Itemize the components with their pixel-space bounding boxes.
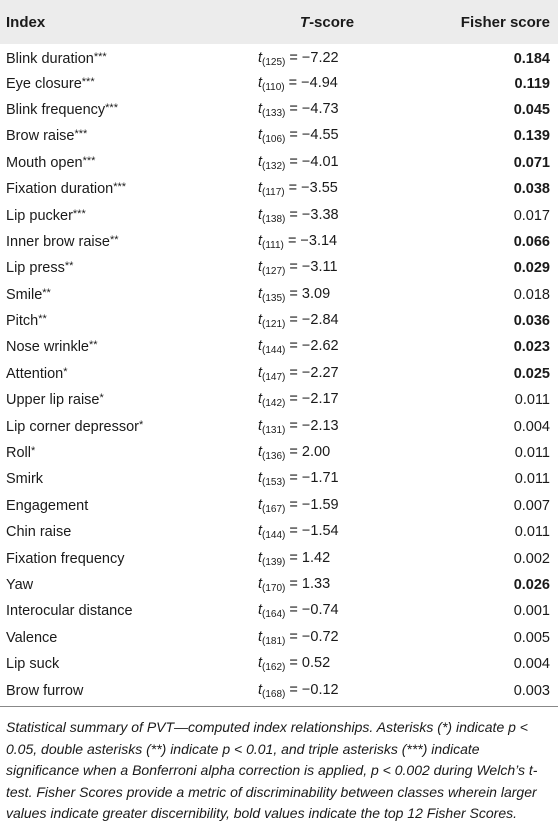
index-cell bbox=[0, 282, 196, 308]
tscore-value bbox=[258, 655, 331, 674]
header-fisher: Fisher score bbox=[460, 13, 550, 31]
tscore-symbol: t bbox=[258, 417, 263, 434]
tscore-symbol: t bbox=[258, 444, 263, 461]
index-name: Smirk bbox=[6, 471, 44, 488]
significance-stars: *** bbox=[105, 101, 118, 114]
tscore-value bbox=[258, 259, 338, 278]
degrees-of-freedom: (106) bbox=[262, 134, 286, 146]
index-cell bbox=[0, 150, 196, 176]
tscore-value bbox=[258, 286, 330, 302]
tscore-value bbox=[258, 391, 339, 410]
tscore-number: = −2.17 bbox=[289, 391, 339, 408]
degrees-of-freedom: (127) bbox=[262, 266, 286, 278]
tscore-symbol: t bbox=[258, 127, 263, 144]
table-row bbox=[0, 651, 558, 677]
tscore-symbol: t bbox=[258, 628, 263, 645]
tscore-number: = 1.33 bbox=[289, 576, 331, 592]
index-name: Lip suck bbox=[6, 656, 60, 673]
index-cell bbox=[0, 677, 196, 703]
tscore-symbol: t bbox=[258, 74, 263, 91]
tscore-cell bbox=[196, 572, 458, 598]
tscore-cell bbox=[196, 466, 458, 492]
table-bottom-rule bbox=[0, 706, 558, 707]
table-row bbox=[0, 44, 558, 70]
fisher-score-cell: 0.011 bbox=[514, 524, 550, 541]
degrees-of-freedom: (117) bbox=[262, 187, 285, 199]
degrees-of-freedom: (125) bbox=[262, 56, 286, 68]
tscore-cell bbox=[196, 651, 458, 677]
index-cell bbox=[0, 519, 196, 545]
header-tscore bbox=[196, 0, 458, 44]
index-name: Brow raise bbox=[6, 128, 75, 145]
table-body bbox=[0, 44, 558, 704]
tscore-cell bbox=[196, 70, 458, 96]
index-name: Upper lip raise bbox=[6, 392, 100, 409]
significance-stars: *** bbox=[113, 181, 127, 194]
table-row bbox=[0, 598, 558, 624]
tscore-number: = 2.00 bbox=[289, 444, 331, 461]
fisher-score-cell: 0.139 bbox=[513, 128, 550, 145]
index-cell bbox=[0, 572, 196, 598]
tscore-symbol: t bbox=[258, 259, 263, 276]
fisher-score-cell: 0.119 bbox=[514, 75, 550, 92]
significance-stars: *** bbox=[93, 50, 107, 63]
tscore-cell bbox=[196, 361, 458, 387]
tscore-number: = −3.55 bbox=[288, 180, 338, 197]
degrees-of-freedom: (121) bbox=[262, 319, 286, 331]
index-name: Pitch bbox=[6, 313, 39, 330]
significance-stars: *** bbox=[82, 154, 96, 167]
tscore-value bbox=[258, 365, 339, 381]
fisher-score-cell: 0.023 bbox=[513, 339, 550, 356]
degrees-of-freedom: (181) bbox=[262, 635, 286, 647]
table-row bbox=[0, 229, 558, 255]
degrees-of-freedom: (153) bbox=[262, 477, 286, 489]
significance-stars: ** bbox=[109, 233, 119, 246]
index-name: Chin raise bbox=[6, 524, 72, 541]
tscore-value bbox=[258, 338, 339, 357]
table-row bbox=[0, 255, 558, 281]
tscore-symbol: t bbox=[258, 153, 263, 170]
tscore-cell bbox=[196, 150, 458, 176]
index-name: Nose wrinkle bbox=[6, 339, 89, 356]
fisher-score-cell: 0.184 bbox=[513, 50, 550, 67]
table-caption: Statistical summary of PVT—computed index relationships. Asterisks (*) indicate p < 0.05, double asterisks (**) indicate p < 0.01, and triple asterisks (***) indicate significance when a Bonferroni alpha correction is applied, p < 0.002 during Welch’s t-test. Fisher Scores provide a metric of discriminability between classes wherein larger values indicate greater discernibility, bold values indicate the top 12 Fisher Scores. bbox=[6, 719, 538, 821]
tscore-symbol: t bbox=[258, 549, 263, 566]
tscore-value bbox=[258, 576, 330, 592]
fisher-score-cell: 0.038 bbox=[513, 181, 550, 198]
table-row bbox=[0, 545, 558, 571]
tscore-value bbox=[258, 602, 339, 621]
fisher-score-cell: 0.018 bbox=[513, 286, 550, 303]
tscore-value bbox=[258, 470, 339, 489]
table-row bbox=[0, 150, 558, 176]
index-name: Mouth open bbox=[6, 154, 83, 171]
tscore-cell bbox=[196, 282, 458, 308]
index-cell bbox=[0, 229, 196, 255]
fisher-score-cell: 0.011 bbox=[514, 471, 550, 488]
significance-stars: * bbox=[99, 392, 104, 405]
index-cell bbox=[0, 651, 196, 677]
index-name: Eye closure bbox=[6, 75, 82, 92]
index-name: Fixation frequency bbox=[6, 550, 125, 567]
table-row bbox=[0, 176, 558, 202]
tscore-number: = −4.55 bbox=[289, 127, 339, 144]
fisher-score-cell: 0.004 bbox=[513, 656, 550, 673]
table-header-row bbox=[0, 0, 558, 44]
fisher-score-cell: 0.066 bbox=[513, 233, 550, 250]
index-name: Lip pucker bbox=[6, 207, 73, 224]
index-name: Blink frequency bbox=[6, 101, 106, 118]
fisher-score-cell: 0.025 bbox=[513, 365, 550, 382]
degrees-of-freedom: (133) bbox=[262, 107, 286, 119]
tscore-symbol: t bbox=[258, 523, 263, 540]
index-cell bbox=[0, 625, 196, 651]
table-row bbox=[0, 413, 558, 439]
tscore-number: = −0.72 bbox=[289, 628, 339, 645]
significance-stars: ** bbox=[38, 313, 47, 326]
fisher-score-cell: 0.011 bbox=[514, 445, 550, 462]
index-cell bbox=[0, 598, 196, 624]
fisher-score-cell: 0.026 bbox=[513, 577, 550, 593]
tscore-cell bbox=[196, 44, 458, 70]
tscore-number: = −0.12 bbox=[289, 681, 339, 698]
table-row bbox=[0, 440, 558, 466]
tscore-value bbox=[258, 550, 330, 566]
tscore-symbol: t bbox=[258, 576, 263, 592]
tscore-cell bbox=[196, 545, 458, 571]
tscore-number: = −4.94 bbox=[288, 74, 338, 91]
degrees-of-freedom: (162) bbox=[262, 662, 286, 674]
significance-stars: ** bbox=[42, 286, 51, 299]
tscore-symbol: t bbox=[258, 391, 263, 408]
index-cell bbox=[0, 255, 196, 281]
table-row bbox=[0, 97, 558, 123]
fisher-score-cell: 0.002 bbox=[513, 550, 550, 567]
index-name: Lip press bbox=[6, 260, 65, 277]
index-name: Attention bbox=[6, 365, 64, 382]
fisher-score-cell: 0.071 bbox=[513, 154, 550, 171]
degrees-of-freedom: (144) bbox=[262, 345, 286, 357]
tscore-number: = 0.52 bbox=[289, 655, 331, 672]
degrees-of-freedom: (168) bbox=[262, 688, 286, 700]
degrees-of-freedom: (170) bbox=[262, 583, 286, 594]
tscore-number: = −4.01 bbox=[289, 153, 339, 170]
significance-stars: * bbox=[30, 445, 36, 458]
index-name: Inner brow raise bbox=[6, 233, 110, 250]
index-cell bbox=[0, 202, 196, 228]
index-cell bbox=[0, 440, 196, 466]
tscore-number: = −2.84 bbox=[289, 312, 339, 329]
tscore-symbol: t bbox=[258, 338, 263, 355]
index-name: Valence bbox=[6, 629, 58, 646]
index-cell bbox=[0, 361, 196, 387]
tscore-number: = −3.38 bbox=[289, 206, 339, 223]
tscore-number: = −2.13 bbox=[289, 417, 339, 434]
degrees-of-freedom: (139) bbox=[262, 556, 286, 568]
tscore-number: = −3.11 bbox=[289, 259, 338, 276]
tscore-value bbox=[258, 233, 337, 249]
tscore-number: = −1.59 bbox=[289, 496, 339, 513]
table-row bbox=[0, 519, 558, 545]
tscore-cell bbox=[196, 625, 458, 651]
tscore-symbol: t bbox=[258, 312, 263, 329]
tscore-cell bbox=[196, 255, 458, 281]
index-cell bbox=[0, 97, 196, 123]
table-row bbox=[0, 202, 558, 228]
tscore-cell bbox=[196, 387, 458, 413]
tscore-value bbox=[258, 629, 339, 645]
tscore-cell bbox=[196, 229, 458, 255]
significance-stars: * bbox=[139, 418, 144, 431]
tscore-symbol: t bbox=[258, 470, 263, 487]
fisher-score-cell: 0.045 bbox=[513, 101, 550, 118]
tscore-cell bbox=[196, 677, 458, 703]
tscore-cell bbox=[196, 308, 458, 334]
table-row bbox=[0, 493, 558, 519]
table-row bbox=[0, 625, 558, 651]
tscore-value bbox=[258, 682, 339, 698]
significance-stars: ** bbox=[64, 260, 74, 273]
tscore-value bbox=[258, 418, 339, 434]
tscore-number: = −2.27 bbox=[289, 364, 339, 381]
index-cell bbox=[0, 176, 196, 202]
table-row bbox=[0, 282, 558, 308]
tscore-cell bbox=[196, 97, 458, 123]
index-cell bbox=[0, 466, 196, 492]
tscore-value bbox=[258, 180, 338, 199]
tscore-number: = −1.71 bbox=[289, 470, 339, 487]
tscore-number: = −3.14 bbox=[287, 232, 338, 249]
index-cell bbox=[0, 308, 196, 334]
fisher-score-cell: 0.017 bbox=[513, 207, 550, 224]
tscore-cell bbox=[196, 123, 458, 149]
fisher-score-cell: 0.001 bbox=[513, 603, 550, 620]
tscore-number: = 1.42 bbox=[289, 549, 331, 566]
tscore-value bbox=[258, 207, 339, 223]
tscore-cell bbox=[196, 202, 458, 228]
tscore-value bbox=[258, 154, 339, 170]
header-tscore-t: T bbox=[299, 13, 310, 31]
degrees-of-freedom: (136) bbox=[262, 451, 286, 463]
index-cell bbox=[0, 44, 196, 70]
tscore-symbol: t bbox=[258, 232, 263, 249]
degrees-of-freedom: (144) bbox=[262, 530, 286, 542]
significance-stars: ** bbox=[89, 339, 98, 352]
index-cell bbox=[0, 334, 196, 360]
degrees-of-freedom: (135) bbox=[262, 292, 286, 304]
index-name: Blink duration bbox=[6, 50, 94, 67]
significance-stars: *** bbox=[81, 75, 95, 88]
fisher-score-cell: 0.004 bbox=[513, 418, 550, 435]
tscore-number: = −4.73 bbox=[289, 100, 339, 117]
tscore-symbol: t bbox=[258, 496, 263, 513]
degrees-of-freedom: (164) bbox=[262, 609, 286, 621]
tscore-symbol: t bbox=[258, 655, 263, 672]
tscore-cell bbox=[196, 519, 458, 545]
table-row bbox=[0, 677, 558, 703]
tscore-symbol: t bbox=[258, 364, 263, 381]
fisher-score-cell: 0.003 bbox=[513, 682, 550, 699]
tscore-symbol: t bbox=[258, 602, 263, 619]
header-tscore-suffix: -score bbox=[309, 13, 355, 31]
degrees-of-freedom: (167) bbox=[262, 503, 286, 515]
degrees-of-freedom: (131) bbox=[262, 424, 286, 436]
fisher-score-cell: 0.029 bbox=[513, 260, 550, 277]
table-row bbox=[0, 572, 558, 598]
degrees-of-freedom: (138) bbox=[262, 213, 286, 225]
significance-stars: *** bbox=[74, 128, 88, 141]
table-row bbox=[0, 466, 558, 492]
tscore-value bbox=[258, 75, 338, 91]
fisher-score-cell: 0.007 bbox=[513, 497, 550, 514]
table-row bbox=[0, 387, 558, 413]
tscore-cell bbox=[196, 440, 458, 466]
tscore-number: = −1.54 bbox=[289, 523, 339, 540]
table-row bbox=[0, 334, 558, 360]
tscore-cell bbox=[196, 176, 458, 202]
index-name: Smile bbox=[6, 286, 43, 303]
degrees-of-freedom: (147) bbox=[262, 371, 286, 383]
index-cell bbox=[0, 123, 196, 149]
index-cell bbox=[0, 493, 196, 519]
index-cell bbox=[0, 413, 196, 439]
tscore-value bbox=[258, 523, 339, 542]
index-cell bbox=[0, 387, 196, 413]
fisher-score-cell: 0.011 bbox=[514, 392, 550, 409]
tscore-value bbox=[258, 497, 339, 513]
index-cell bbox=[0, 70, 196, 96]
tscore-cell bbox=[196, 598, 458, 624]
degrees-of-freedom: (132) bbox=[262, 160, 286, 172]
tscore-cell bbox=[196, 334, 458, 360]
tscore-value bbox=[258, 50, 339, 66]
tscore-cell bbox=[196, 413, 458, 439]
header-index: Index bbox=[6, 13, 46, 31]
tscore-number: = −2.62 bbox=[289, 338, 339, 355]
tscore-symbol: t bbox=[258, 180, 263, 197]
tscore-symbol: t bbox=[258, 206, 263, 223]
tscore-value bbox=[258, 101, 339, 117]
table-row bbox=[0, 361, 558, 387]
index-name: Yaw bbox=[6, 577, 34, 593]
tscore-number: = −0.74 bbox=[289, 602, 339, 619]
index-name: Brow furrow bbox=[6, 682, 84, 699]
significance-stars: * bbox=[63, 365, 68, 378]
index-name: Lip corner depressor bbox=[6, 418, 139, 435]
fisher-score-cell: 0.005 bbox=[513, 629, 550, 646]
tscore-value bbox=[258, 127, 339, 146]
tscore-value bbox=[258, 444, 331, 463]
degrees-of-freedom: (111) bbox=[262, 239, 284, 251]
table-row bbox=[0, 123, 558, 149]
table-row bbox=[0, 70, 558, 96]
fisher-score-cell: 0.036 bbox=[513, 313, 550, 330]
tscore-symbol: t bbox=[258, 681, 263, 698]
degrees-of-freedom: (110) bbox=[262, 81, 285, 93]
tscore-symbol: t bbox=[258, 285, 263, 302]
tscore-symbol: t bbox=[258, 49, 263, 66]
index-name: Fixation duration bbox=[6, 181, 114, 198]
index-cell bbox=[0, 545, 196, 571]
index-name: Roll bbox=[6, 445, 31, 462]
index-name: Engagement bbox=[6, 497, 89, 514]
tscore-number: = 3.09 bbox=[289, 285, 331, 302]
tscore-value bbox=[258, 312, 339, 331]
tscore-symbol: t bbox=[258, 100, 263, 117]
table-row bbox=[0, 308, 558, 334]
tscore-number: = −7.22 bbox=[289, 49, 339, 66]
significance-stars: *** bbox=[72, 207, 86, 220]
tscore-cell bbox=[196, 493, 458, 519]
index-name: Interocular distance bbox=[6, 603, 133, 620]
degrees-of-freedom: (142) bbox=[262, 398, 286, 410]
